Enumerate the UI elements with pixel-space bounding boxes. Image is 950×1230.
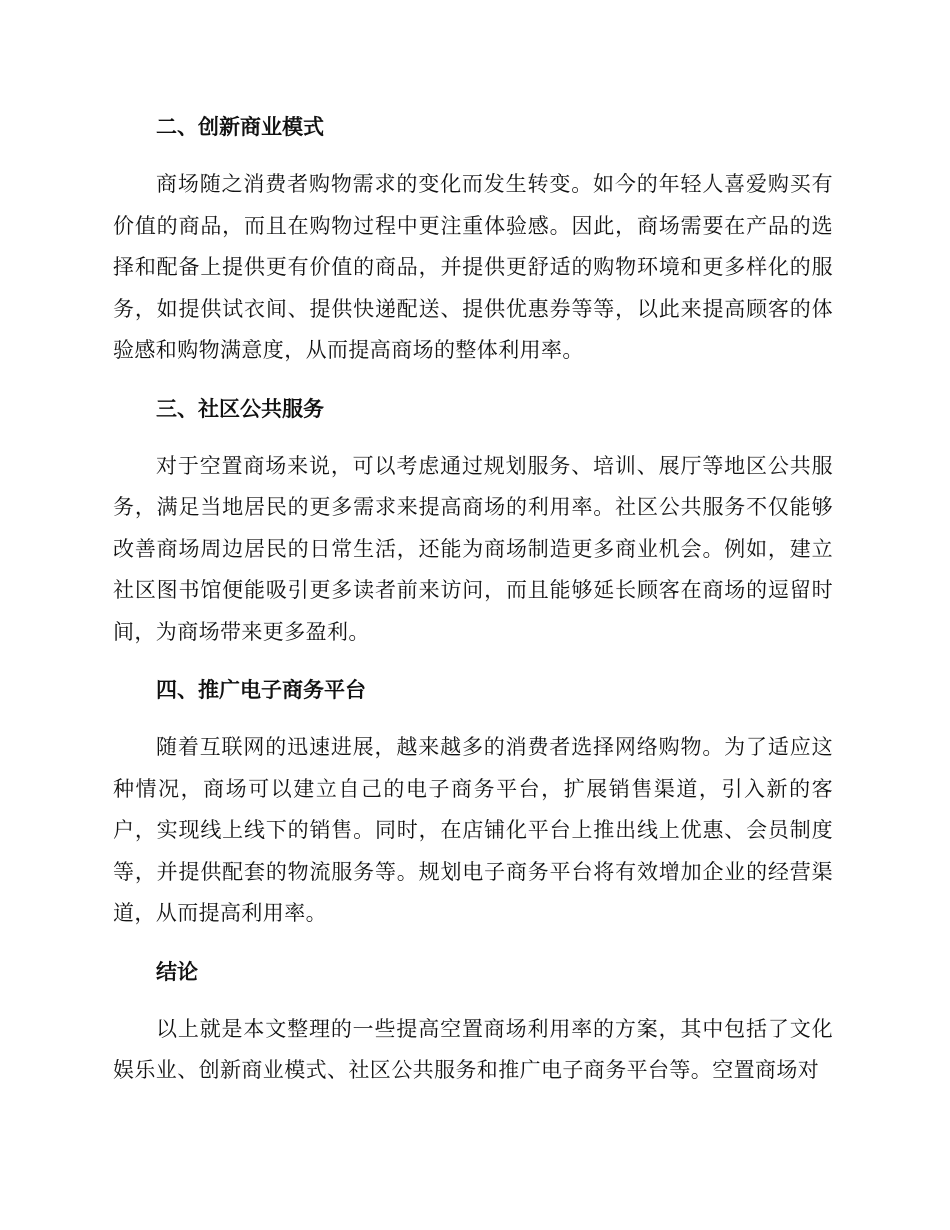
section-heading: 二、创新商业模式 bbox=[156, 115, 324, 139]
conclusion-paragraph: 以上就是本文整理的一些提高空置商场利用率的方案，其中包括了文化娱乐业、创新商业模式、社区公共服务和推广电子商务平台等。空置商场对 bbox=[113, 1016, 833, 1082]
section-paragraph: 对于空置商场来说，可以考虑通过规划服务、培训、展厅等地区公共服务，满足当地居民的更多需求来提高商场的利用率。社区公共服务不仅能够改善商场周边居民的日常生活，还能为商场制造更多商业机会。例如，建立社区图书馆便能吸引更多读者前来访问，而且能够延长顾客在商场的逗留时间，为商场带来更多盈利。 bbox=[113, 453, 833, 644]
section-heading: 三、社区公共服务 bbox=[156, 396, 324, 421]
conclusion-heading: 结论 bbox=[156, 959, 198, 984]
section-paragraph: 随着互联网的迅速进展，越来越多的消费者选择网络购物。为了适应这种情况，商场可以建立自己的电子商务平台，扩展销售渠道，引入新的客户，实现线上线下的销售。同时，在店铺化平台上推出线上优惠、会员制度等，并提供配套的物流服务等。规划电子商务平台将有效增加企业的经营渠道，从而提高利用率。 bbox=[113, 735, 833, 925]
section-heading: 四、推广电子商务平台 bbox=[156, 678, 366, 702]
section-paragraph: 商场随之消费者购物需求的变化而发生转变。如今的年轻人喜爱购买有价值的商品，而且在购物过程中更注重体验感。因此，商场需要在产品的选择和配备上提供更有价值的商品，并提供更舒适的购物环境和更多样化的服务，如提供试衣间、提供快递配送、提供优惠券等等，以此来提高顾客的体验感和购物满意度，从而提高商场的整体利用率。 bbox=[113, 172, 833, 362]
document-body bbox=[113, 106, 833, 1108]
